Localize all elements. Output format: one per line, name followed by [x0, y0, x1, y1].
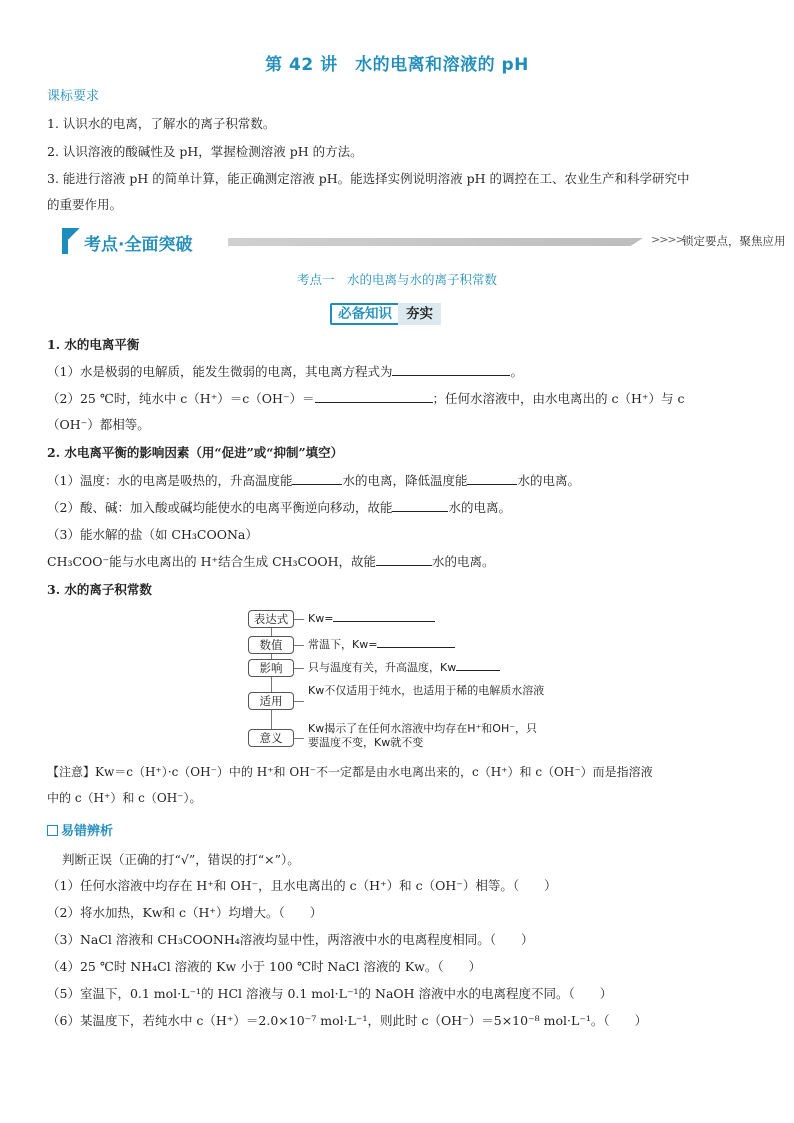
answer-blank[interactable] [467, 472, 517, 485]
text-line: （2）酸、碱：加入酸或碱均能使水的电离平衡逆向移动，故能 水的电离。 [47, 500, 511, 515]
diagram-box: 影响 [248, 659, 294, 677]
text-line: （2）25 ℃时，纯水中 c（H⁺）＝c（OH⁻）＝ ；任何水溶液中，由水电离出的 c（H⁺）与 c [47, 391, 685, 406]
diagram-text: Kw揭示了在任何水溶液中均存在H⁺和OH⁻，只要温度不变，Kw就不变 [308, 722, 538, 749]
curriculum-item: 1. 认识水的电离，了解水的离子积常数。 [47, 116, 276, 131]
curriculum-heading: 课标要求 [47, 89, 100, 104]
knowledge-badge [330, 303, 441, 325]
knowledge-side: 夯实 [398, 303, 441, 325]
diagram-box: 数值 [248, 636, 294, 654]
answer-blank[interactable] [377, 637, 455, 648]
answer-blank[interactable] [456, 660, 500, 671]
diagram-text: 常温下，Kw= [308, 637, 558, 652]
errors-intro: 判断正误（正确的打“√”，错误的打“×”）。 [62, 852, 300, 867]
section-heading: 1. 水的电离平衡 [47, 337, 140, 352]
answer-blank[interactable] [315, 390, 433, 403]
curriculum-item: 的重要作用。 [47, 197, 123, 212]
diagram-box: 意义 [248, 729, 294, 747]
text-line: （1）温度：水的电离是吸热的，升高温度能 水的电离，降低温度能 水的电离。 [47, 473, 580, 488]
curriculum-item: 2. 认识溶液的酸碱性及 pH，掌握检测溶液 pH 的方法。 [47, 144, 363, 159]
list-item: （3）NaCl 溶液和 CH₃COONH₄溶液均显中性，两溶液中水的电离程度相同。（ ） [47, 932, 534, 947]
answer-blank[interactable] [376, 553, 432, 566]
topic-title: 考点一 水的电离与水的离子积常数 [296, 272, 497, 287]
diagram-text: Kw= [308, 611, 558, 626]
note-line: 中的 c（H⁺）和 c（OH⁻）。 [47, 791, 202, 805]
answer-blank[interactable] [333, 611, 435, 622]
knowledge-label: 必备知识 [330, 303, 400, 325]
answer-blank[interactable] [392, 499, 448, 512]
text-line: （OH⁻）都相等。 [47, 417, 150, 432]
text-line: （1）水是极弱的电解质，能发生微弱的电离，其电离方程式为 。 [47, 364, 523, 379]
page-title: 第 42 讲 水的电离和溶液的 pH [265, 55, 529, 75]
answer-blank[interactable] [392, 363, 510, 376]
note-line: 【注意】Kw＝c（H⁺）·c（OH⁻）中的 H⁺和 OH⁻不一定都是由水电离出来的，c（H⁺）和 c（OH⁻）而是指溶液 [47, 765, 653, 779]
chevrons-icon: >>>> [651, 233, 684, 246]
curriculum-item: 3. 能进行溶液 pH 的简单计算，能正确测定溶液 pH。能选择实例说明溶液 pH 的调控在工、农业生产和科学研究中 [47, 171, 690, 186]
list-item: （4）25 ℃时 NH₄Cl 溶液的 Kw 小于 100 ℃时 NaCl 溶液的 Kw。（ ） [47, 959, 482, 974]
errors-heading: 易错辨析 [47, 823, 113, 841]
list-item: （2）将水加热，Kw和 c（H⁺）均增大。（ ） [47, 905, 323, 920]
diagram-text: 只与温度有关，升高温度，Kw [308, 660, 558, 675]
list-item: （1）任何水溶液中均存在 H⁺和 OH⁻，且水电离出的 c（H⁺）和 c（OH⁻）相等。（ ） [47, 878, 557, 893]
banner-label: 考点·全面突破 [84, 235, 193, 255]
answer-blank[interactable] [292, 472, 342, 485]
diagram-box: 表达式 [248, 610, 294, 628]
list-item: （6）某温度下，若纯水中 c（H⁺）＝2.0×10⁻⁷ mol·L⁻¹，则此时 c（OH⁻）＝5×10⁻⁸ mol·L⁻¹。（ ） [47, 1013, 648, 1028]
text-line: （3）能水解的盐（如 CH₃COONa） [47, 527, 258, 542]
text-line: CH₃COO⁻能与水电离出的 H⁺结合生成 CH₃COOH，故能 水的电离。 [47, 554, 495, 569]
banner-right-text: 锁定要点，聚焦应用 [682, 234, 786, 248]
diagram-text: Kw不仅适用于纯水，也适用于稀的电解质水溶液 [308, 684, 545, 697]
kw-diagram [248, 608, 568, 753]
section-heading: 3. 水的离子积常数 [47, 582, 152, 597]
section-banner [62, 228, 786, 258]
diagram-box: 适用 [248, 692, 294, 710]
checkbox-icon [47, 825, 58, 836]
banner-bar [228, 238, 643, 246]
section-heading: 2. 水电离平衡的影响因素（用“促进”或“抑制”填空） [47, 445, 344, 460]
list-item: （5）室温下，0.1 mol·L⁻¹的 HCl 溶液与 0.1 mol·L⁻¹的 NaOH 溶液中水的电离程度不同。（ ） [47, 986, 613, 1001]
